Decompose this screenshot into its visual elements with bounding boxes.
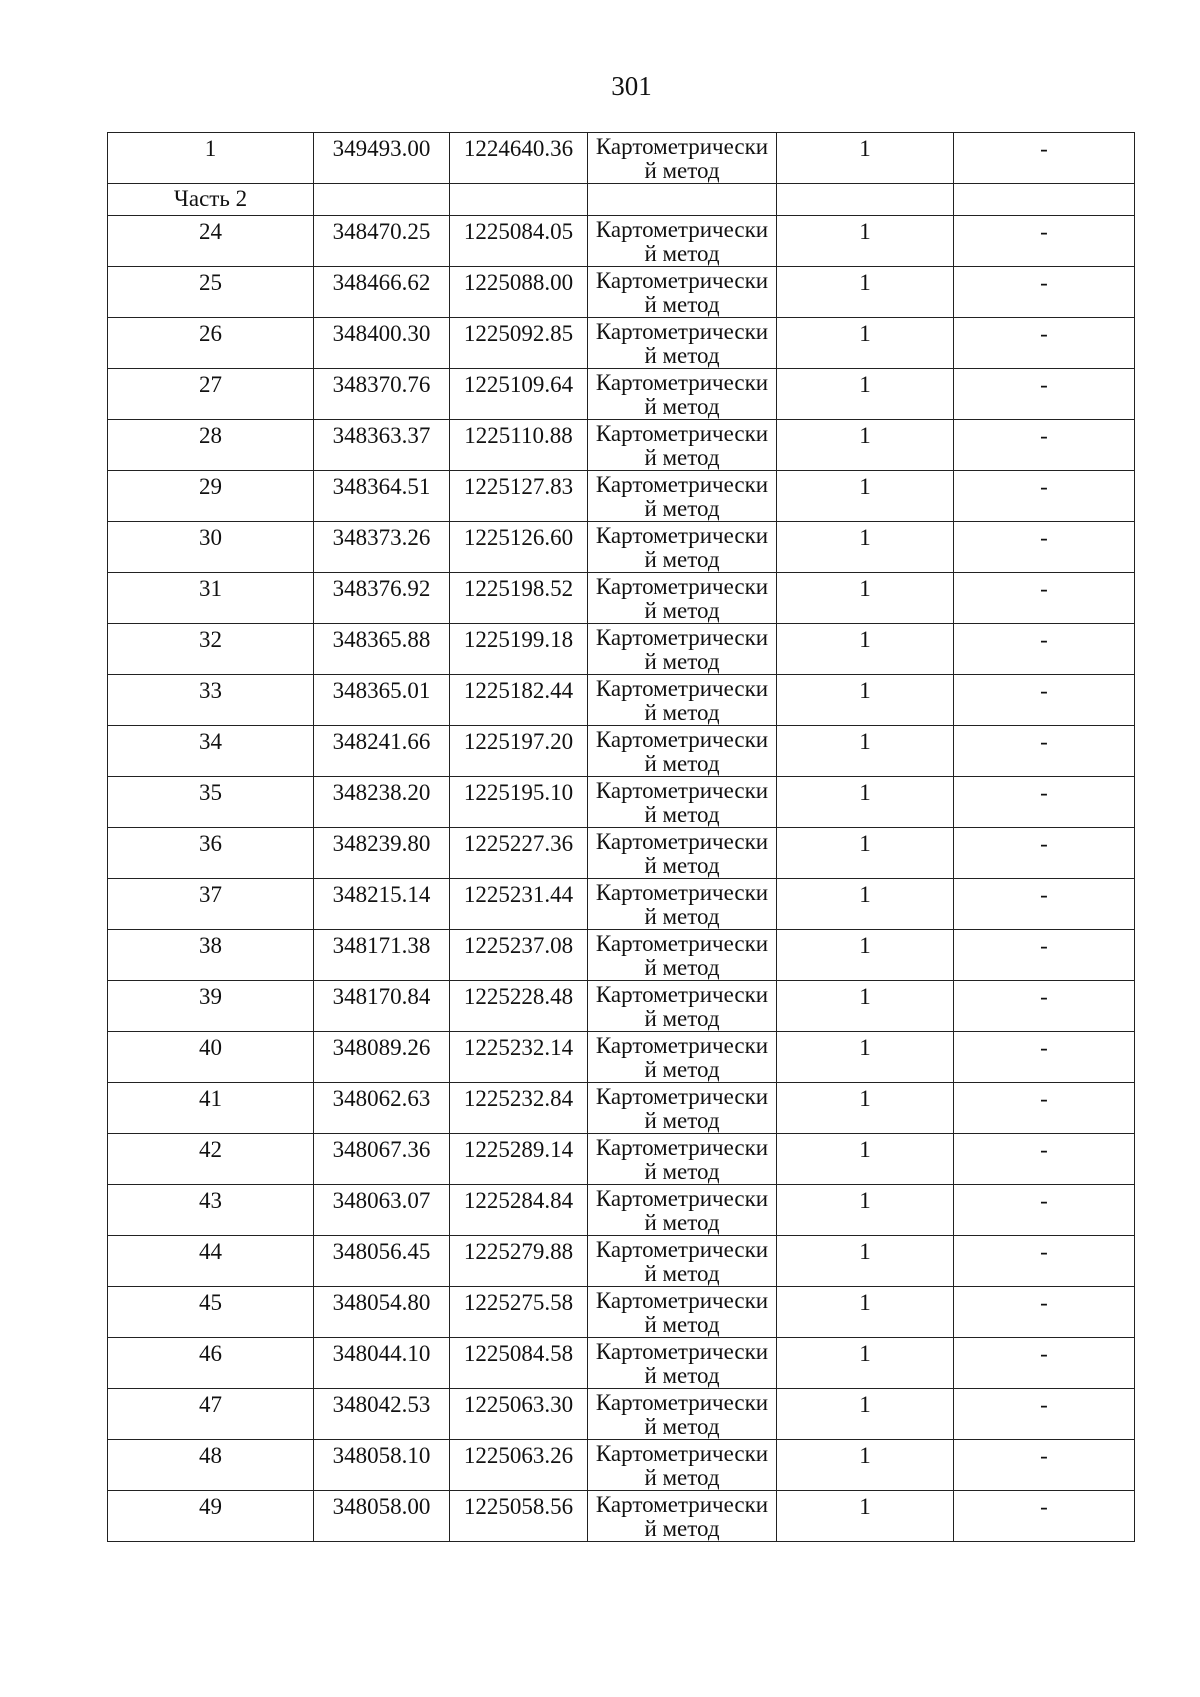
note-cell: - <box>954 216 1135 267</box>
y-coordinate-cell: 1225084.58 <box>450 1338 588 1389</box>
y-coordinate-cell: 1225063.26 <box>450 1440 588 1491</box>
point-number-cell: 42 <box>108 1134 314 1185</box>
table-row <box>108 216 1135 267</box>
point-number-cell: 47 <box>108 1389 314 1440</box>
accuracy-cell: 1 <box>777 1032 954 1083</box>
accuracy-cell: 1 <box>777 573 954 624</box>
point-number-cell: 41 <box>108 1083 314 1134</box>
point-number-cell: 49 <box>108 1491 314 1542</box>
note-cell: - <box>954 471 1135 522</box>
note-cell: - <box>954 828 1135 879</box>
point-number-cell: 28 <box>108 420 314 471</box>
x-coordinate-cell: 348400.30 <box>314 318 450 369</box>
coordinates-table-body <box>108 133 1135 1542</box>
note-cell: - <box>954 1134 1135 1185</box>
x-coordinate-cell: 348054.80 <box>314 1287 450 1338</box>
note-cell: - <box>954 930 1135 981</box>
method-cell: Картометрический метод <box>588 1491 777 1542</box>
empty-cell <box>450 184 588 216</box>
table-row <box>108 522 1135 573</box>
y-coordinate-cell: 1225232.84 <box>450 1083 588 1134</box>
method-cell: Картометрический метод <box>588 1287 777 1338</box>
x-coordinate-cell: 348238.20 <box>314 777 450 828</box>
y-coordinate-cell: 1225126.60 <box>450 522 588 573</box>
method-cell: Картометрический метод <box>588 1338 777 1389</box>
accuracy-cell: 1 <box>777 726 954 777</box>
table-row <box>108 726 1135 777</box>
table-row <box>108 133 1135 184</box>
empty-cell <box>777 184 954 216</box>
empty-cell <box>954 184 1135 216</box>
note-cell: - <box>954 1440 1135 1491</box>
note-cell: - <box>954 1338 1135 1389</box>
method-cell: Картометрический метод <box>588 522 777 573</box>
accuracy-cell: 1 <box>777 1440 954 1491</box>
accuracy-cell: 1 <box>777 1185 954 1236</box>
note-cell: - <box>954 1236 1135 1287</box>
note-cell: - <box>954 267 1135 318</box>
method-cell: Картометрический метод <box>588 1185 777 1236</box>
point-number-cell: 45 <box>108 1287 314 1338</box>
point-number-cell: 48 <box>108 1440 314 1491</box>
y-coordinate-cell: 1225109.64 <box>450 369 588 420</box>
accuracy-cell: 1 <box>777 1134 954 1185</box>
x-coordinate-cell: 348042.53 <box>314 1389 450 1440</box>
table-row <box>108 981 1135 1032</box>
y-coordinate-cell: 1225198.52 <box>450 573 588 624</box>
method-cell: Картометрический метод <box>588 133 777 184</box>
accuracy-cell: 1 <box>777 675 954 726</box>
y-coordinate-cell: 1225231.44 <box>450 879 588 930</box>
y-coordinate-cell: 1225127.83 <box>450 471 588 522</box>
table-row <box>108 1185 1135 1236</box>
method-cell: Картометрический метод <box>588 828 777 879</box>
accuracy-cell: 1 <box>777 981 954 1032</box>
note-cell: - <box>954 1287 1135 1338</box>
x-coordinate-cell: 349493.00 <box>314 133 450 184</box>
point-number-cell: 39 <box>108 981 314 1032</box>
table-row <box>108 267 1135 318</box>
table-row <box>108 777 1135 828</box>
y-coordinate-cell: 1225275.58 <box>450 1287 588 1338</box>
note-cell: - <box>954 1389 1135 1440</box>
table-row <box>108 1440 1135 1491</box>
point-number-cell: 31 <box>108 573 314 624</box>
x-coordinate-cell: 348067.36 <box>314 1134 450 1185</box>
empty-cell <box>588 184 777 216</box>
table-row <box>108 1236 1135 1287</box>
x-coordinate-cell: 348044.10 <box>314 1338 450 1389</box>
x-coordinate-cell: 348470.25 <box>314 216 450 267</box>
point-number-cell: 43 <box>108 1185 314 1236</box>
x-coordinate-cell: 348466.62 <box>314 267 450 318</box>
x-coordinate-cell: 348370.76 <box>314 369 450 420</box>
point-number-cell: 38 <box>108 930 314 981</box>
accuracy-cell: 1 <box>777 1491 954 1542</box>
x-coordinate-cell: 348239.80 <box>314 828 450 879</box>
method-cell: Картометрический метод <box>588 1440 777 1491</box>
table-row <box>108 1083 1135 1134</box>
page-number: 301 <box>611 71 652 101</box>
table-row <box>108 369 1135 420</box>
y-coordinate-cell: 1225237.08 <box>450 930 588 981</box>
accuracy-cell: 1 <box>777 522 954 573</box>
note-cell: - <box>954 1185 1135 1236</box>
accuracy-cell: 1 <box>777 879 954 930</box>
empty-cell <box>314 184 450 216</box>
note-cell: - <box>954 1032 1135 1083</box>
accuracy-cell: 1 <box>777 216 954 267</box>
note-cell: - <box>954 522 1135 573</box>
point-number-cell: 24 <box>108 216 314 267</box>
point-number-cell: 44 <box>108 1236 314 1287</box>
y-coordinate-cell: 1225063.30 <box>450 1389 588 1440</box>
x-coordinate-cell: 348171.38 <box>314 930 450 981</box>
table-row <box>108 1491 1135 1542</box>
table-row <box>108 573 1135 624</box>
note-cell: - <box>954 420 1135 471</box>
method-cell: Картометрический метод <box>588 1236 777 1287</box>
method-cell: Картометрический метод <box>588 1389 777 1440</box>
method-cell: Картометрический метод <box>588 420 777 471</box>
note-cell: - <box>954 1083 1135 1134</box>
x-coordinate-cell: 348170.84 <box>314 981 450 1032</box>
y-coordinate-cell: 1225110.88 <box>450 420 588 471</box>
y-coordinate-cell: 1224640.36 <box>450 133 588 184</box>
point-number-cell: 25 <box>108 267 314 318</box>
method-cell: Картометрический метод <box>588 216 777 267</box>
accuracy-cell: 1 <box>777 133 954 184</box>
table-row <box>108 675 1135 726</box>
x-coordinate-cell: 348363.37 <box>314 420 450 471</box>
point-number-cell: 34 <box>108 726 314 777</box>
method-cell: Картометрический метод <box>588 471 777 522</box>
point-number-cell: 35 <box>108 777 314 828</box>
table-row <box>108 828 1135 879</box>
x-coordinate-cell: 348365.01 <box>314 675 450 726</box>
x-coordinate-cell: 348376.92 <box>314 573 450 624</box>
point-number-cell: 37 <box>108 879 314 930</box>
table-row <box>108 420 1135 471</box>
method-cell: Картометрический метод <box>588 318 777 369</box>
y-coordinate-cell: 1225279.88 <box>450 1236 588 1287</box>
point-number-cell: 30 <box>108 522 314 573</box>
accuracy-cell: 1 <box>777 318 954 369</box>
y-coordinate-cell: 1225228.48 <box>450 981 588 1032</box>
note-cell: - <box>954 624 1135 675</box>
y-coordinate-cell: 1225092.85 <box>450 318 588 369</box>
point-number-cell: 46 <box>108 1338 314 1389</box>
method-cell: Картометрический метод <box>588 267 777 318</box>
y-coordinate-cell: 1225197.20 <box>450 726 588 777</box>
part-header-row <box>108 184 1135 216</box>
accuracy-cell: 1 <box>777 930 954 981</box>
table-row <box>108 318 1135 369</box>
note-cell: - <box>954 573 1135 624</box>
method-cell: Картометрический метод <box>588 675 777 726</box>
y-coordinate-cell: 1225088.00 <box>450 267 588 318</box>
point-number-cell: 33 <box>108 675 314 726</box>
point-number-cell: 1 <box>108 133 314 184</box>
note-cell: - <box>954 777 1135 828</box>
x-coordinate-cell: 348058.10 <box>314 1440 450 1491</box>
y-coordinate-cell: 1225227.36 <box>450 828 588 879</box>
point-number-cell: 29 <box>108 471 314 522</box>
point-number-cell: 26 <box>108 318 314 369</box>
accuracy-cell: 1 <box>777 1338 954 1389</box>
method-cell: Картометрический метод <box>588 726 777 777</box>
y-coordinate-cell: 1225284.84 <box>450 1185 588 1236</box>
note-cell: - <box>954 879 1135 930</box>
accuracy-cell: 1 <box>777 420 954 471</box>
point-number-cell: 40 <box>108 1032 314 1083</box>
accuracy-cell: 1 <box>777 777 954 828</box>
table-row <box>108 879 1135 930</box>
accuracy-cell: 1 <box>777 828 954 879</box>
note-cell: - <box>954 981 1135 1032</box>
method-cell: Картометрический метод <box>588 369 777 420</box>
table-row <box>108 624 1135 675</box>
note-cell: - <box>954 318 1135 369</box>
part-label-cell: Часть 2 <box>108 184 314 216</box>
x-coordinate-cell: 348215.14 <box>314 879 450 930</box>
method-cell: Картометрический метод <box>588 1083 777 1134</box>
method-cell: Картометрический метод <box>588 879 777 930</box>
method-cell: Картометрический метод <box>588 1134 777 1185</box>
table-row <box>108 1032 1135 1083</box>
accuracy-cell: 1 <box>777 1287 954 1338</box>
accuracy-cell: 1 <box>777 1236 954 1287</box>
method-cell: Картометрический метод <box>588 573 777 624</box>
table-row <box>108 1134 1135 1185</box>
point-number-cell: 32 <box>108 624 314 675</box>
y-coordinate-cell: 1225058.56 <box>450 1491 588 1542</box>
accuracy-cell: 1 <box>777 369 954 420</box>
x-coordinate-cell: 348058.00 <box>314 1491 450 1542</box>
table-row <box>108 930 1135 981</box>
note-cell: - <box>954 369 1135 420</box>
x-coordinate-cell: 348062.63 <box>314 1083 450 1134</box>
accuracy-cell: 1 <box>777 1083 954 1134</box>
coordinates-table <box>107 132 1135 1542</box>
y-coordinate-cell: 1225182.44 <box>450 675 588 726</box>
method-cell: Картометрический метод <box>588 981 777 1032</box>
point-number-cell: 36 <box>108 828 314 879</box>
accuracy-cell: 1 <box>777 471 954 522</box>
y-coordinate-cell: 1225232.14 <box>450 1032 588 1083</box>
note-cell: - <box>954 1491 1135 1542</box>
x-coordinate-cell: 348241.66 <box>314 726 450 777</box>
method-cell: Картометрический метод <box>588 777 777 828</box>
x-coordinate-cell: 348063.07 <box>314 1185 450 1236</box>
accuracy-cell: 1 <box>777 624 954 675</box>
method-cell: Картометрический метод <box>588 930 777 981</box>
x-coordinate-cell: 348373.26 <box>314 522 450 573</box>
note-cell: - <box>954 133 1135 184</box>
accuracy-cell: 1 <box>777 1389 954 1440</box>
x-coordinate-cell: 348056.45 <box>314 1236 450 1287</box>
table-row <box>108 471 1135 522</box>
table-row <box>108 1287 1135 1338</box>
method-cell: Картометрический метод <box>588 1032 777 1083</box>
x-coordinate-cell: 348365.88 <box>314 624 450 675</box>
table-row <box>108 1389 1135 1440</box>
note-cell: - <box>954 726 1135 777</box>
table-row <box>108 1338 1135 1389</box>
x-coordinate-cell: 348364.51 <box>314 471 450 522</box>
y-coordinate-cell: 1225289.14 <box>450 1134 588 1185</box>
accuracy-cell: 1 <box>777 267 954 318</box>
method-cell: Картометрический метод <box>588 624 777 675</box>
y-coordinate-cell: 1225195.10 <box>450 777 588 828</box>
y-coordinate-cell: 1225199.18 <box>450 624 588 675</box>
point-number-cell: 27 <box>108 369 314 420</box>
x-coordinate-cell: 348089.26 <box>314 1032 450 1083</box>
note-cell: - <box>954 675 1135 726</box>
y-coordinate-cell: 1225084.05 <box>450 216 588 267</box>
